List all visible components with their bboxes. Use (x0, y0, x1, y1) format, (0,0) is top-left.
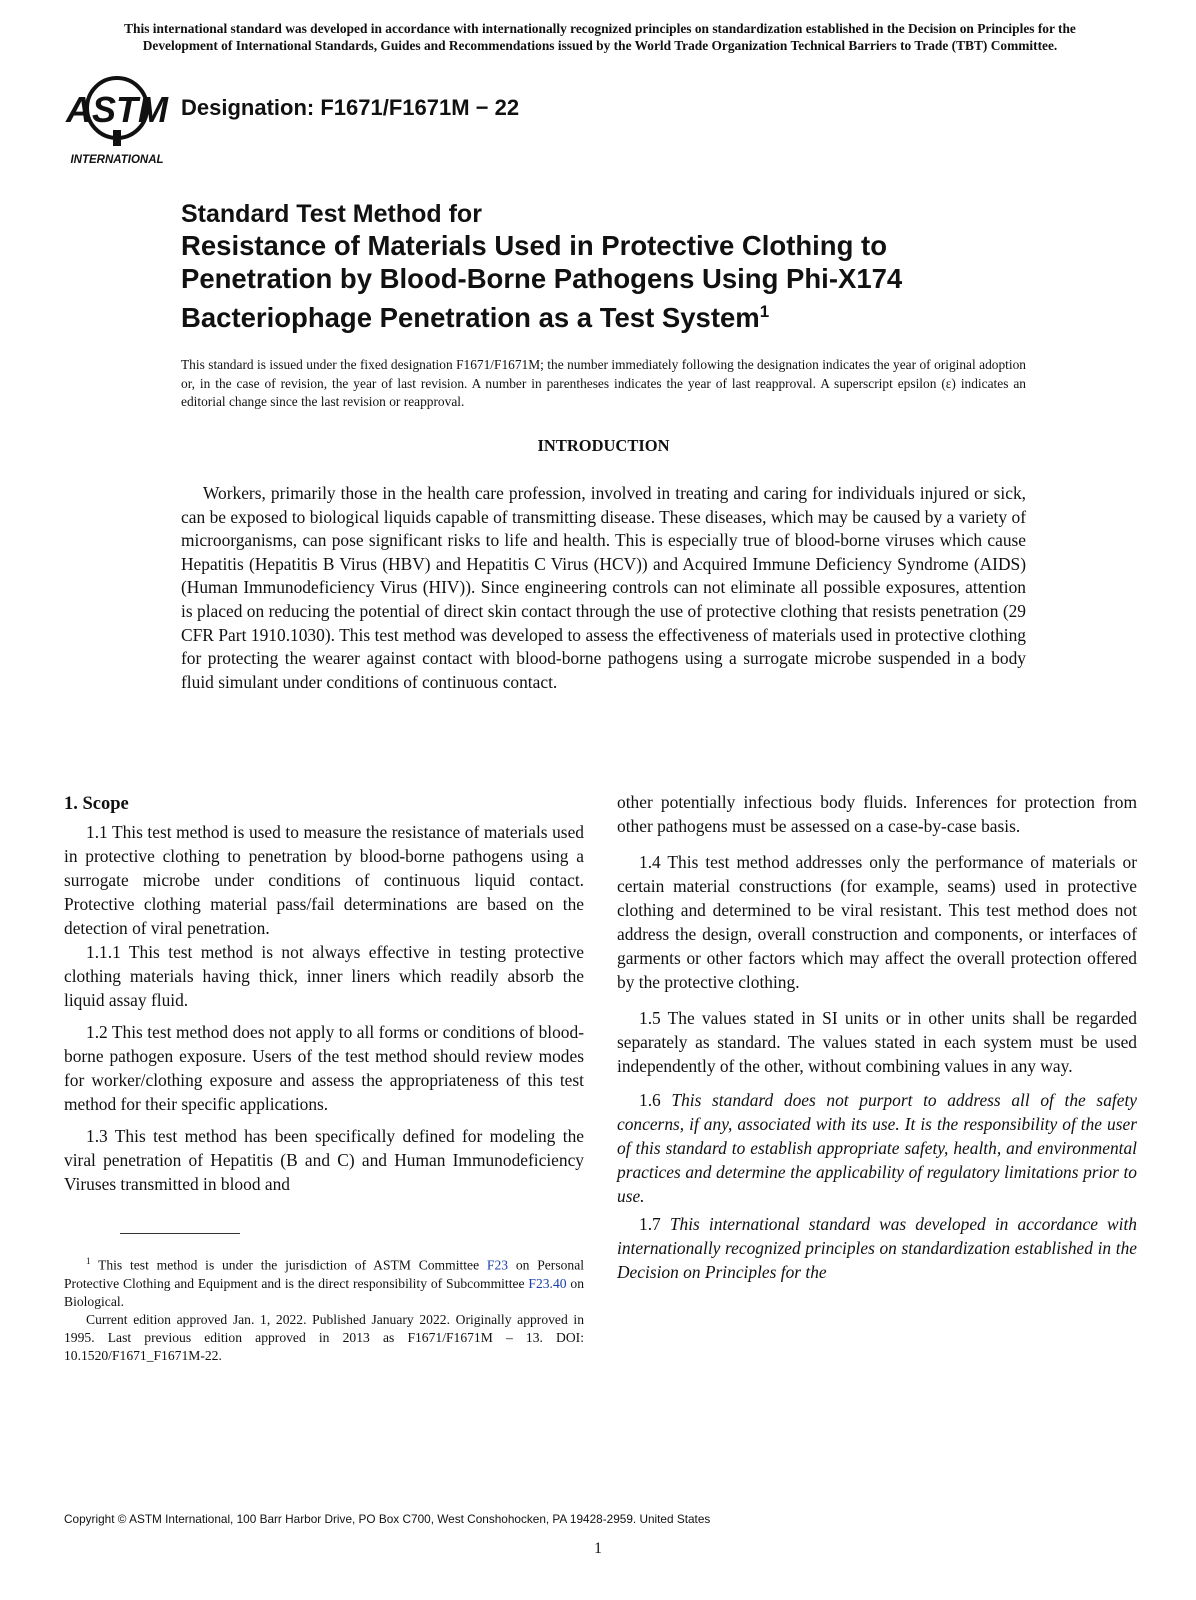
wto-notice-line2: Development of International Standards, Guides and Recommendations issued by the World Trade Organization Technical Barriers to Trade (TBT) Committee. (142, 38, 1058, 53)
issue-note: This standard is issued under the fixed designation F1671/F1671M; the number immediately following the designation indicates the year of original adoption or, in the case of revision, the year of last revision. A number in parentheses indicates the year of last reapproval. A superscript epsilon (ε) indicates an editorial change since the last revision or reapproval. (181, 357, 1026, 409)
link-f23[interactable]: F23 (486, 1257, 509, 1273)
footnote-rule (120, 1233, 240, 1234)
para-1-5: 1.5 The values stated in SI units or in other units shall be regarded separately as standard. The values stated in each system must be used independently of the other, without combining values in any way. (617, 1008, 1137, 1076)
page-number: 1 (594, 1540, 602, 1557)
title-line4: Bacteriophage Penetration as a Test System (181, 302, 760, 334)
wto-notice-line1: This international standard was developed in accordance with internationally recognized principles on standardization established in the Decision on Principles for the (124, 21, 1076, 36)
para-1-2: 1.2 This test method does not apply to all forms or conditions of blood-borne pathogen exposure. Users of the test method should review modes for worker/clothing exposure and assess the appropriateness of this test method for their specific applications. (64, 1022, 584, 1114)
para-1-4: 1.4 This test method addresses only the performance of materials or certain material constructions (for example, seams) used in protective clothing and determined to be viral resistant. This test method does not address the design, overall construction and components, or interfaces of garments or other factors which may affect the overall protection offered by the protective clothing. (617, 852, 1137, 992)
introduction-heading: INTRODUCTION (537, 436, 670, 455)
astm-logo-icon (64, 72, 170, 168)
para-1-3-continued: other potentially infectious body fluids. Inferences for protection from other pathogens must be assessed on a case-by-case basis. (617, 792, 1137, 836)
footnotes (64, 1252, 584, 1365)
title-line1: Standard Test Method for (181, 200, 482, 228)
para-1-6: 1.6 This standard does not purport to address all of the safety concerns, if any, associated with its use. It is the responsibility of the user of this standard to establish appropriate safety, health, and environmental practices and determine the applicability of regulatory limitations prior to use. (617, 1090, 1137, 1206)
logo-text: ASTM (66, 89, 168, 130)
scope-heading: 1. Scope (64, 794, 129, 814)
para-1-1: 1.1 This test method is used to measure the resistance of materials used in protective clothing to penetration by blood-borne pathogens using a surrogate microbe under conditions of continuous liquid contact. Protective clothing material pass/fail determinations are based on the detection of viral penetration. (64, 822, 584, 938)
title-footnote-mark: 1 (759, 302, 770, 321)
left-column (64, 792, 584, 1196)
para-1-7: 1.7 This international standard was developed in accordance with internationally recognized principles on standardization established in the Decision on Principles for the (617, 1214, 1137, 1282)
footnote-2: Current edition approved Jan. 1, 2022. Published January 2022. Originally approved in 1995. Last previous edition approved in 2013 as F1671/F1671M – 13. DOI: 10.1520/F1671_F1671M-22. (64, 1311, 584, 1363)
link-f23-40[interactable]: F23.40 (528, 1275, 567, 1291)
copyright-notice: Copyright © ASTM International, 100 Barr Harbor Drive, PO Box C700, West Conshohocken, PA 19428-2959. United States (64, 1512, 711, 1526)
wto-notice (60, 20, 1140, 54)
designation: Designation: F1671/F1671M − 22 (181, 95, 520, 120)
title-line3: Penetration by Blood-Borne Pathogens Using Phi-X174 (181, 263, 903, 294)
document-title (181, 199, 1081, 334)
right-column (617, 790, 1137, 1284)
logo-sub: INTERNATIONAL (70, 154, 164, 166)
para-1-1-1: 1.1.1 This test method is not always effective in testing protective clothing materials having thick, inner liners which readily absorb the liquid assay fluid. (64, 942, 584, 1010)
title-line2: Resistance of Materials Used in Protective Clothing to (181, 230, 887, 261)
introduction-text: Workers, primarily those in the health care profession, involved in treating and caring for individuals injured or sick, can be exposed to biological liquids capable of transmitting disease. These diseases, which may be caused by a variety of microorganisms, can pose significant risks to life and health. This is especially true of blood-borne viruses which cause Hepatitis (Hepatitis B Virus (HBV) and Hepatitis C Virus (HCV)) and Acquired Immune Deficiency Syndrome (AIDS) (Human Immunodeficiency Virus (HIV)). Since engineering controls can not eliminate all possible exposures, attention is placed on reducing the potential of direct skin contact through the use of protective clothing that resists penetration (29 CFR Part 1910.1030). This test method was developed to assess the effectiveness of materials used in protective clothing for protecting the wearer against contact with blood-borne pathogens using a surrogate microbe suspended in a body fluid simulant under conditions of continuous contact. (181, 483, 1026, 692)
para-1-3: 1.3 This test method has been specifically defined for modeling the viral penetration of Hepatitis (B and C) and Human Immunodeficiency Viruses transmitted in blood and (64, 1126, 584, 1194)
footnote-1: $^1$ This test method is under the jurisdiction of ASTM Committee F23 on Personal Protective Clothing and Equipment and is the direct responsibility of Subcommittee F23.40 on Biological. (64, 1256, 585, 1309)
